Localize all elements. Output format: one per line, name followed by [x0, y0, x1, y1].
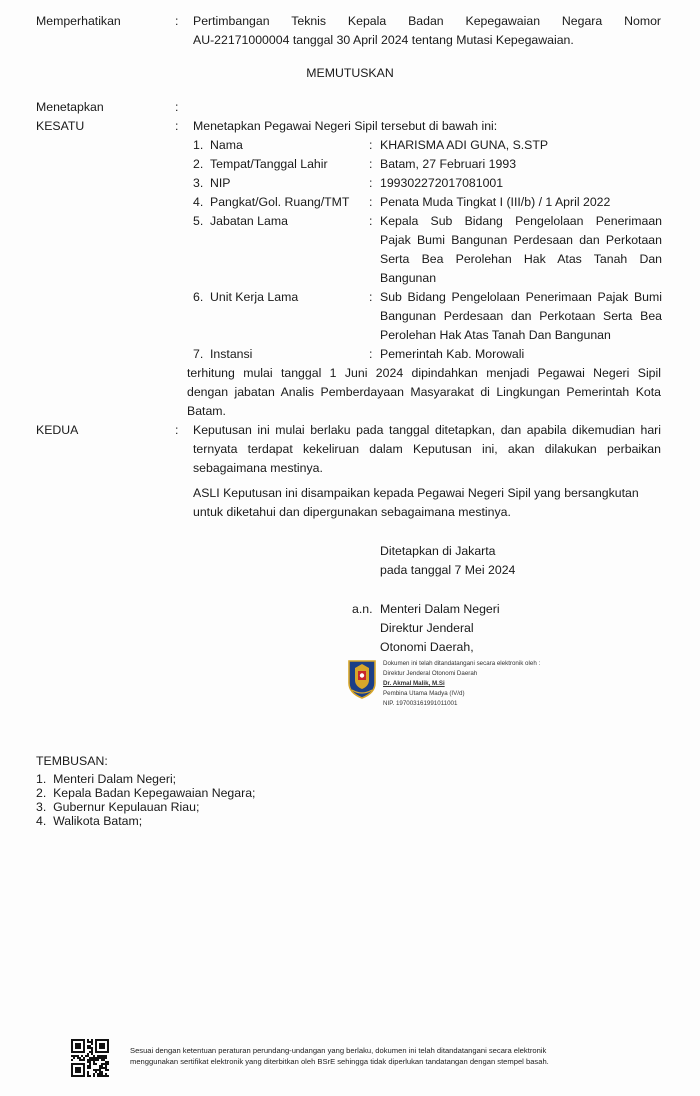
- signature-date: pada tanggal 7 Mei 2024: [380, 563, 516, 577]
- item-value: Pajak Bumi Bangunan Perdesaan dan Perkotaan: [380, 233, 662, 247]
- item-colon: :: [369, 157, 373, 171]
- kesatu-intro: Menetapkan Pegawai Negeri Sipil tersebut di bawah ini:: [193, 119, 498, 133]
- item-colon: :: [369, 347, 373, 361]
- tembusan-item: 4. Walikota Batam;: [36, 814, 143, 828]
- kesatu-closing-line: Batam.: [187, 404, 226, 418]
- memperhatikan-line-2: AU-22171000004 tanggal 30 April 2024 tentang Mutasi Kepegawaian.: [193, 33, 574, 47]
- esign-rank: Pembina Utama Madya (IV/d): [383, 690, 465, 697]
- memutuskan-heading: MEMUTUSKAN: [306, 66, 394, 80]
- signature-an: a.n.: [352, 602, 373, 616]
- signature-title-3: Otonomi Daerah,: [380, 640, 474, 654]
- item-value: Pemerintah Kab. Morowali: [380, 347, 525, 361]
- tembusan-item: 2. Kepala Badan Kepegawaian Negara;: [36, 786, 256, 800]
- item-field: Jabatan Lama: [210, 214, 288, 228]
- asli-line: untuk diketahui dan dipergunakan sebagaimana mestinya.: [193, 505, 511, 519]
- kesatu-closing-line: dengan jabatan Analis Pemberdayaan Masyarakat di Lingkungan Pemerintah Kota: [187, 385, 661, 399]
- item-colon: :: [369, 195, 373, 209]
- kedua-label: KEDUA: [36, 423, 79, 437]
- item-colon: :: [369, 176, 373, 190]
- signature-place: Ditetapkan di Jakarta: [380, 544, 496, 558]
- kesatu-colon: :: [175, 119, 179, 133]
- signature-title-2: Direktur Jenderal: [380, 621, 474, 635]
- kedua-line: Keputusan ini mulai berlaku pada tanggal ditetapkan, dan apabila dikemudian hari: [193, 423, 661, 437]
- item-number: 7.: [193, 347, 204, 361]
- item-field: Unit Kerja Lama: [210, 290, 299, 304]
- kedua-line: ternyata terdapat kekeliruan dalam Keputusan ini, akan dilakukan perbaikan: [193, 442, 661, 456]
- esign-name: Dr. Akmal Malik, M.Si: [383, 680, 445, 687]
- item-number: 3.: [193, 176, 204, 190]
- item-value: KHARISMA ADI GUNA, S.STP: [380, 138, 549, 152]
- item-colon: :: [369, 214, 373, 228]
- signature-title-1: Menteri Dalam Negeri: [380, 602, 500, 616]
- tembusan-item: 1. Menteri Dalam Negeri;: [36, 772, 177, 786]
- item-value: Penata Muda Tingkat I (III/b) / 1 April 2022: [380, 195, 611, 209]
- item-number: 5.: [193, 214, 204, 228]
- item-value: Serta Bea Perolehan Hak Atas Tanah Dan: [380, 252, 662, 266]
- kedua-colon: :: [175, 423, 179, 437]
- footer-line-1: Sesuai dengan ketentuan peraturan perundang-undangan yang berlaku, dokumen ini telah ditandatangani secara elektronik: [130, 1046, 547, 1055]
- item-value: 199302272017081001: [380, 176, 504, 190]
- item-value: Kepala Sub Bidang Pengelolaan Penerimaan: [380, 214, 662, 228]
- item-colon: :: [369, 138, 373, 152]
- menetapkan-colon: :: [175, 100, 179, 114]
- item-number: 1.: [193, 138, 204, 152]
- kesatu-label: KESATU: [36, 119, 85, 133]
- asli-line: ASLI Keputusan ini disampaikan kepada Pegawai Negeri Sipil yang bersangkutan: [193, 486, 639, 500]
- item-number: 2.: [193, 157, 204, 171]
- esign-line-2: Direktur Jenderal Otonomi Daerah: [383, 670, 478, 677]
- item-value: Bangunan Perdesaan dan Perkotaan Serta Bea: [380, 309, 662, 323]
- tembusan-item: 3. Gubernur Kepulauan Riau;: [36, 800, 200, 814]
- memperhatikan-label: Memperhatikan: [36, 14, 121, 28]
- footer-line-2: menggunakan sertifikat elektronik yang diterbitkan oleh BSrE sehingga tidak diperlukan tandatangan dengan stempel basah.: [130, 1057, 549, 1066]
- esign-nip: NIP. 197003161991011001: [383, 700, 458, 707]
- menetapkan-label: Menetapkan: [36, 100, 104, 114]
- item-value: Sub Bidang Pengelolaan Penerimaan Pajak Bumi: [380, 290, 662, 304]
- kemendagri-emblem-icon: [347, 659, 377, 699]
- item-field: Instansi: [210, 347, 253, 361]
- esign-line-1: Dokumen ini telah ditandatangani secara elektronik oleh :: [383, 660, 541, 667]
- item-number: 4.: [193, 195, 204, 209]
- item-value: Batam, 27 Februari 1993: [380, 157, 517, 171]
- item-value: Bangunan: [380, 271, 437, 285]
- item-field: NIP: [210, 176, 231, 190]
- item-field: Tempat/Tanggal Lahir: [210, 157, 328, 171]
- item-field: Pangkat/Gol. Ruang/TMT: [210, 195, 350, 209]
- tembusan-heading: TEMBUSAN:: [36, 754, 108, 768]
- qr-code-icon: [71, 1039, 109, 1077]
- memperhatikan-line-1: Pertimbangan Teknis Kepala Badan Kepegawaian Negara Nomor: [193, 14, 661, 28]
- item-field: Nama: [210, 138, 243, 152]
- item-colon: :: [369, 290, 373, 304]
- kesatu-closing-line: terhitung mulai tanggal 1 Juni 2024 dipindahkan menjadi Pegawai Negeri Sipil: [187, 366, 661, 380]
- item-value: Perolehan Hak Atas Tanah Dan Bangunan: [380, 328, 611, 342]
- item-number: 6.: [193, 290, 204, 304]
- memperhatikan-colon: :: [175, 14, 179, 28]
- kedua-line: sebagaimana mestinya.: [193, 461, 323, 475]
